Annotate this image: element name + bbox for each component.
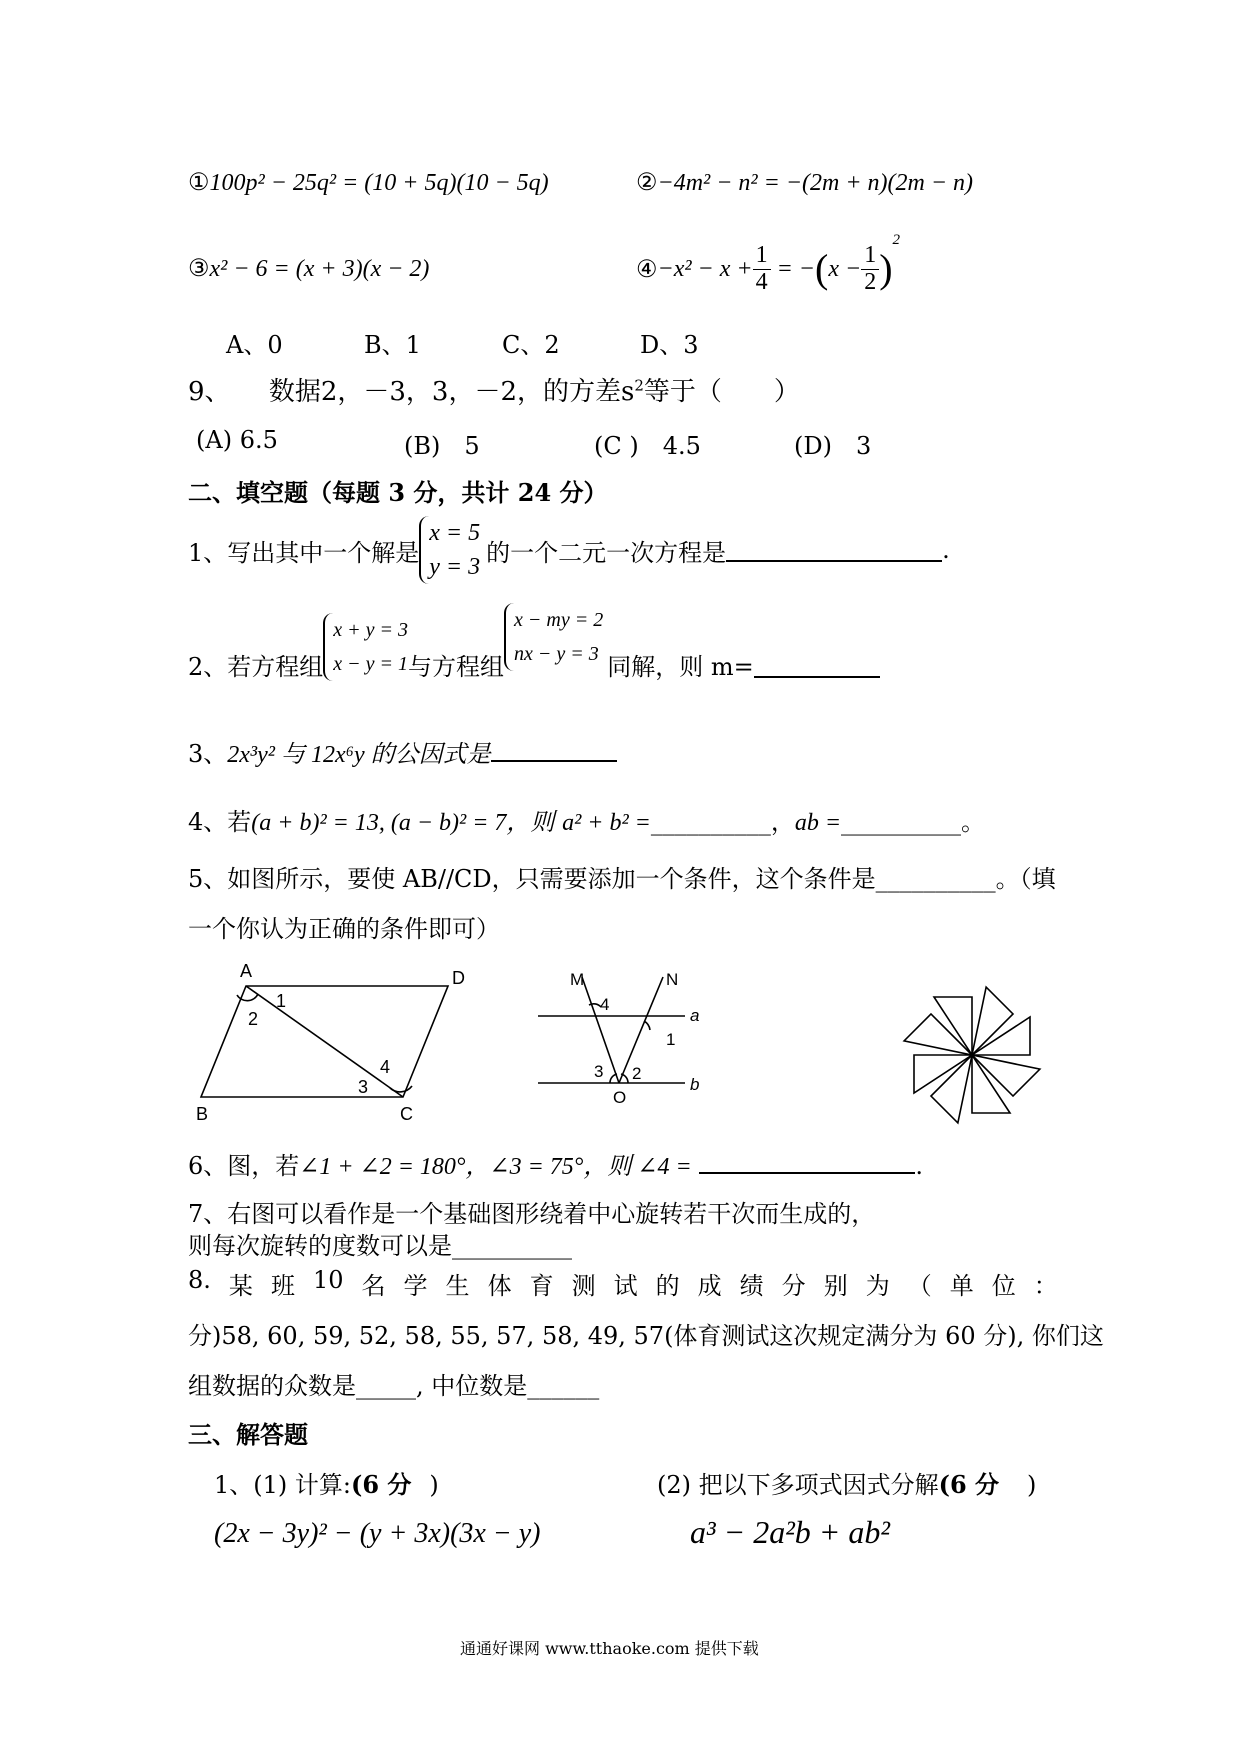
- numerator: 1: [861, 243, 879, 269]
- text-char: 分: [781, 1272, 806, 1300]
- expression: 100p² − 25q² = (10 + 5q)(10 − 5q): [209, 170, 549, 196]
- answer-blank[interactable]: [754, 654, 880, 678]
- s2-q3: [188, 734, 617, 769]
- q9-option-b[interactable]: (B) 5: [404, 432, 480, 460]
- item-number: ②: [636, 170, 658, 196]
- s2-q6: [188, 1146, 923, 1181]
- item-number: ①: [188, 170, 210, 196]
- s2-q5-line-2: 一个你认为正确的条件即可）: [188, 915, 500, 943]
- section-2-title: 二、填空题（每题 3 分，共计 24 分）: [188, 478, 608, 507]
- text-char: 的: [655, 1272, 680, 1300]
- equation-system-1: [323, 613, 408, 681]
- q8-option-b[interactable]: B、1: [364, 331, 421, 359]
- label-b: B: [196, 1104, 209, 1124]
- solution-system: [419, 516, 480, 584]
- q8-option-d[interactable]: D、3: [640, 331, 699, 359]
- s3-q1a-expression: (2x − 3y)² − (y + 3x)(3x − y): [214, 1518, 541, 1549]
- text-char: 成: [697, 1272, 722, 1300]
- expression-prefix: −x² − x +: [657, 255, 753, 282]
- item-number: ③: [188, 256, 210, 282]
- angle-1-label: 1: [276, 991, 287, 1011]
- period: .: [942, 536, 950, 564]
- text-char: 为: [865, 1272, 890, 1300]
- answer-blank-2[interactable]: __________: [841, 808, 962, 836]
- q8-item-2: [636, 168, 973, 197]
- answer-blank[interactable]: [726, 538, 942, 562]
- s2-q8-line-1: [188, 1266, 1058, 1301]
- expression: x² − 6 = (x + 3)(x − 2): [209, 256, 430, 282]
- q8-option-a[interactable]: A、0: [226, 331, 283, 359]
- s3-q1b-label: [657, 1465, 1036, 1500]
- right-paren: ): [879, 246, 893, 291]
- s3-q1a-label: [214, 1465, 439, 1500]
- label-line-a: a: [690, 1006, 700, 1025]
- text-char: 名: [361, 1272, 386, 1300]
- page-footer: 通通好课网 www.tthaoke.com 提供下载: [460, 1639, 759, 1658]
- text-char: ：: [1033, 1272, 1058, 1300]
- question-text: (2) 把以下多项式因式分解: [657, 1471, 939, 1499]
- exponent: 2: [634, 376, 644, 395]
- s2-q5-line-1: 5、如图所示，要使 AB//CD，只需要添加一个条件，这个条件是__________。（填: [188, 865, 1056, 893]
- question-tail: 等于（ ）: [643, 377, 800, 407]
- label-a: A: [239, 961, 253, 981]
- question-text: 同解，则 m=: [607, 653, 754, 681]
- question-text: 4、若: [188, 808, 252, 836]
- text-char: 别: [823, 1272, 848, 1300]
- question-number: 3、: [188, 740, 228, 768]
- s3-q1b-expression: a³ − 2a²b + ab²: [690, 1514, 890, 1550]
- denominator: 2: [864, 268, 877, 295]
- s2-q1: [188, 510, 950, 590]
- expression: −4m² − n² = −(2m + n)(2m − n): [657, 170, 974, 196]
- s2-q8-line-2: 分)58, 60, 59, 52, 58, 55, 57, 58, 49, 57(体育测试这次规定满分为 60 分), 你们这: [188, 1322, 1104, 1350]
- equation: x + y = 3: [333, 619, 409, 641]
- s2-q7-line-1: 7、右图可以看作是一个基础图形绕着中心旋转若干次而生成的，: [188, 1200, 876, 1228]
- expression: ab =: [794, 810, 842, 836]
- text-char: 生: [445, 1272, 470, 1300]
- question-text: 2、若方程组: [188, 653, 324, 681]
- period: 。: [961, 808, 986, 836]
- text-char: 育: [529, 1272, 554, 1300]
- label-m: M: [570, 970, 585, 989]
- figure-pinwheel: [880, 980, 1070, 1130]
- equation: nx − y = 3: [514, 643, 599, 665]
- equation: y = 3: [429, 554, 481, 580]
- expression-x: x −: [828, 255, 862, 282]
- question-text: 数据2，－3，3，－2，的方差s: [268, 377, 635, 407]
- text-char: （: [907, 1272, 932, 1300]
- text-char: 8.: [188, 1266, 211, 1294]
- points: (6 分: [350, 1470, 412, 1499]
- s2-q8-line-3: 组数据的众数是_____, 中位数是______: [188, 1372, 600, 1400]
- question-text: 6、图，若: [188, 1152, 300, 1180]
- question-text: 的一个二元一次方程是: [486, 538, 727, 567]
- denominator: 4: [755, 268, 768, 295]
- question-text: 1、写出其中一个解是: [188, 538, 420, 567]
- close-paren: ): [1027, 1471, 1037, 1499]
- question-text: 与方程组: [408, 653, 505, 681]
- item-number: ④: [636, 256, 658, 283]
- fraction-one-half: [861, 243, 879, 294]
- left-paren: (: [815, 246, 829, 291]
- question-text: 1、(1) 计算:: [214, 1471, 351, 1499]
- expression: ∠1 + ∠2 = 180°，∠3 = 75°，则 ∠4 =: [299, 1154, 692, 1180]
- text-char: 位: [991, 1272, 1016, 1300]
- label-d: D: [452, 968, 465, 988]
- section-3-title: 三、解答题: [188, 1420, 308, 1449]
- text-char: 10: [312, 1266, 344, 1294]
- text-char: 测: [571, 1272, 596, 1300]
- figure-parallelogram: [190, 955, 470, 1130]
- text-char: 班: [270, 1272, 295, 1300]
- question-text: 2x³y² 与 12x⁶y 的公因式是: [227, 742, 491, 768]
- angle-3-label: 3: [594, 1062, 604, 1081]
- text-char: 试: [613, 1272, 638, 1300]
- angle-2-label: 2: [248, 1009, 259, 1029]
- answer-blank-1[interactable]: __________: [650, 808, 771, 836]
- fraction-one-quarter: [753, 243, 771, 294]
- label-line-b: b: [690, 1075, 700, 1094]
- expression: (a + b)² = 13, (a − b)² = 7，则: [251, 810, 555, 836]
- text-char: 学: [403, 1272, 428, 1300]
- angle-2-label: 2: [632, 1064, 642, 1083]
- text-char: 体: [487, 1272, 512, 1300]
- separator: ，: [770, 808, 795, 836]
- equation-system-2: [504, 603, 603, 671]
- angle-3-label: 3: [358, 1077, 369, 1097]
- q8-item-3: [188, 254, 429, 283]
- q9-option-a[interactable]: (A) 6.5: [196, 426, 278, 454]
- period: .: [915, 1152, 923, 1180]
- equation: x − my = 2: [514, 609, 604, 631]
- angle-4-label: 4: [380, 1057, 391, 1077]
- q9-question: [188, 371, 800, 408]
- figure-parallel-lines: [520, 955, 735, 1120]
- s2-q4: [188, 802, 985, 837]
- answer-blank[interactable]: [699, 1150, 915, 1174]
- q8-item-1: [188, 168, 549, 197]
- equation: x = 5: [429, 520, 481, 546]
- equation: x − y = 1: [333, 653, 409, 675]
- label-n: N: [666, 970, 679, 989]
- angle-1-label: 1: [666, 1030, 676, 1049]
- text-char: 绩: [739, 1272, 764, 1300]
- q8-item-4: ④ −x² − x + $\frac{1}{4}$ = − ( x − $\frac{1}{2}$ ) 2: [636, 232, 901, 295]
- q8-option-c[interactable]: C、2: [502, 331, 560, 359]
- label-o: O: [613, 1088, 627, 1107]
- label-c: C: [400, 1104, 413, 1124]
- close-paren: ): [429, 1471, 439, 1499]
- q9-option-c[interactable]: (C ) 4.5: [594, 432, 701, 460]
- text-char: 单: [949, 1272, 974, 1300]
- q9-option-d[interactable]: (D) 3: [794, 432, 872, 460]
- points: (6 分: [938, 1470, 1000, 1499]
- expression: a² + b² =: [562, 810, 651, 836]
- s2-q2: [188, 609, 880, 682]
- text-char: 某: [228, 1272, 253, 1300]
- angle-4-label: 4: [600, 995, 610, 1014]
- s2-q7-line-2: 则每次旋转的度数可以是__________: [188, 1232, 572, 1260]
- expression-mid: = −: [776, 255, 815, 282]
- numerator: 1: [753, 243, 771, 269]
- question-number: 9、: [188, 377, 231, 407]
- answer-blank[interactable]: [491, 738, 617, 762]
